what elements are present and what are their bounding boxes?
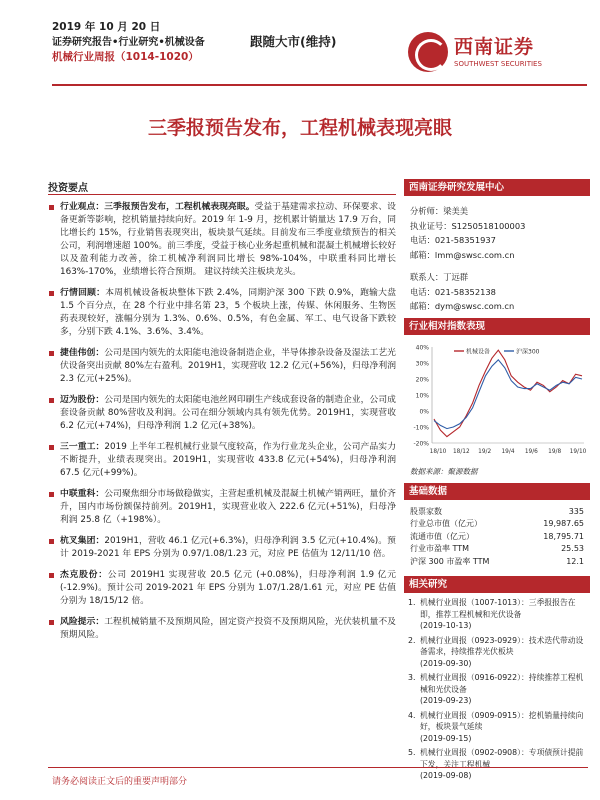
basic-data-key: 流通市值（亿元） bbox=[410, 531, 474, 541]
analyst-phone: 电话：021-58351937 bbox=[410, 235, 496, 245]
basic-data-value: 335 bbox=[568, 506, 584, 516]
basic-data-value: 18,795.71 bbox=[543, 531, 584, 541]
bullet-icon bbox=[49, 445, 54, 450]
key-point-label: 杰克股份： bbox=[60, 570, 108, 580]
related-item[interactable] bbox=[408, 710, 586, 745]
basic-data-table bbox=[404, 506, 590, 569]
basic-data-row bbox=[404, 531, 590, 544]
footer-note: 请务必阅读正文后的重要声明部分 bbox=[52, 777, 188, 787]
y-tick-label: 30% bbox=[415, 360, 429, 367]
logo-en: SOUTHWEST SECURITIES bbox=[454, 60, 542, 68]
key-point-text: 公司是国内领先的太阳能电池设备制造企业，半导体掺杂设备及湿法工艺光伏设备突出贡献 80%左右盈利。2019H1，实现营收 12.2 亿元(+56%)，归母净利润 2.3 亿元(+25%)。 bbox=[60, 348, 396, 384]
analyst-cert: 执业证号：S1250518100003 bbox=[410, 220, 526, 231]
key-point-text: 公司 2019H1 实现营收 20.5 亿元 (+0.08%)，归母净利润 1.9 亿元(-12.9%)。预计公司 2019-2021 年 EPS 分别为 1.07/1.28/1.61 元，对应 PE 估值分别为 18/15/12 倍。 bbox=[60, 570, 396, 606]
related-index: 2. bbox=[408, 635, 416, 645]
x-tick-label: 18/10 bbox=[429, 448, 447, 455]
related-title-text: 机械行业周报（0916-0922）：持续推荐工程机械和光伏设备 bbox=[420, 673, 584, 694]
related-list bbox=[404, 593, 590, 782]
basic-data-value: 25.53 bbox=[561, 544, 584, 553]
page-title: 三季报预告发布，工程机械表现亮眼 bbox=[147, 117, 452, 139]
report-type: 机械行业周报（1014-1020） bbox=[52, 51, 199, 63]
y-tick-label: 40% bbox=[415, 344, 429, 351]
basic-data-row bbox=[404, 506, 590, 519]
related-item[interactable] bbox=[408, 672, 586, 707]
key-point-label: 三一重工： bbox=[60, 442, 105, 452]
basic-data-key: 行业市盈率 TTM bbox=[410, 544, 470, 553]
report-date: 2019 年 10 月 20 日 bbox=[52, 21, 161, 33]
y-tick-label: -10% bbox=[413, 424, 429, 431]
logo-cn: 西南证券 bbox=[454, 36, 535, 58]
key-point-text: 本周机械设备板块整体下跌 2.4%，同期沪深 300 下跌 0.9%，跑输大盘 1.5 个百分点，在 28 个行业中排名第 23，5 个板块上涨，传媒、休闲服务、生物医药表现较好，涨幅分别为 1.3%、0.6%、0.5%，有色金属、军工、电气设备下跌较多，分别下跌 4.1%、3.6%、3.4%。 bbox=[60, 288, 396, 337]
related-date: (2019-10-13) bbox=[420, 621, 472, 630]
bullet-icon bbox=[49, 205, 54, 210]
related-date: (2019-09-08) bbox=[420, 771, 472, 780]
basic-data-title: 基础数据 bbox=[404, 483, 590, 500]
key-point-item bbox=[48, 201, 396, 279]
key-point-item bbox=[48, 347, 396, 386]
basic-data-value: 12.1 bbox=[566, 556, 584, 566]
related-body bbox=[420, 710, 586, 745]
bullet-icon bbox=[49, 573, 54, 578]
key-point-item bbox=[48, 287, 396, 339]
bullet-icon bbox=[49, 351, 54, 356]
key-point-item bbox=[48, 569, 396, 608]
x-tick-label: 19/4 bbox=[501, 448, 515, 455]
header-divider bbox=[52, 84, 587, 86]
bullet-icon bbox=[49, 492, 54, 497]
key-point-text: 受益于基建需求拉动、环保要求、设备更新等影响，挖机销量持续向好。2019 年 1-9 月，挖机累计销量达 17.9 万台，同比增长约 15%，行业销售表现突出，板块景气延续。目前发布三季度业绩预告的相关公司，利润增速超 100%。前三季度，受益于核心业务起重机械和混凝土机械增长较好以及盈利能力改善，徐工机械净利润同比增长 98%-104%，中联重科同比增长 163%-170%，业绩增长符合预期。 建议持续关注板块龙头。 bbox=[60, 202, 396, 277]
y-tick-label: 0% bbox=[419, 408, 429, 415]
related-title-text: 机械行业周报（1007-1013）：三季报报告在即，推荐工程机械和光伏设备 bbox=[420, 598, 576, 619]
legend-label: 沪深300 bbox=[516, 348, 540, 355]
key-point-item bbox=[48, 441, 396, 480]
related-index: 5. bbox=[408, 748, 416, 757]
rating: 跟随大市(维持) bbox=[250, 34, 337, 49]
bullet-icon bbox=[49, 398, 54, 403]
key-point-text: 公司聚焦细分市场做稳做实，主营起重机械及混凝土机械产销两旺，量价齐升，国内市场份额保持前列。2019H1，实现营业收入 222.6 亿元(+51%)，归母净利润 25.8 亿（+198%）。 bbox=[60, 489, 396, 525]
main-content bbox=[48, 194, 396, 650]
x-tick-label: 19/10 bbox=[569, 448, 587, 455]
contact-phone: 电话：021-58352138 bbox=[410, 286, 496, 297]
related-date: (2019-09-15) bbox=[420, 733, 472, 743]
x-tick-label: 19/8 bbox=[548, 448, 562, 455]
related-title-text: 机械行业周报（0902-0908）：专项债预计提前下发，关注工程机械 bbox=[420, 748, 584, 769]
key-point-label: 迈为股份： bbox=[60, 395, 105, 405]
section-underline bbox=[48, 194, 396, 195]
header-meta bbox=[52, 20, 205, 65]
related-body bbox=[420, 672, 586, 707]
related-title-text: 机械行业周报（0923-0929）：技术迭代带动设备需求，持续推荐光伏板块 bbox=[420, 635, 584, 656]
chart-source: 数据来源：聚源数据 bbox=[410, 466, 478, 476]
basic-data-row bbox=[404, 518, 590, 531]
key-point-label: 行业观点：三季报预告发布，工程机械表现亮眼。 bbox=[60, 202, 255, 212]
key-point-label: 中联重科： bbox=[60, 489, 105, 499]
key-point-label: 风险提示： bbox=[60, 617, 105, 627]
bullet-icon bbox=[49, 620, 54, 625]
chart-title: 行业相对指数表现 bbox=[404, 318, 590, 335]
related-body bbox=[420, 597, 586, 632]
analyst-info bbox=[404, 196, 590, 318]
bullet-icon bbox=[49, 539, 54, 544]
related-item[interactable] bbox=[408, 747, 586, 782]
key-point-item bbox=[48, 488, 396, 527]
key-point-item bbox=[48, 616, 396, 642]
basic-data-row bbox=[404, 543, 590, 556]
index-chart-svg bbox=[406, 339, 588, 461]
key-point-item bbox=[48, 394, 396, 433]
basic-data-value: 19,987.65 bbox=[543, 519, 584, 528]
series-line bbox=[434, 359, 582, 428]
related-item[interactable] bbox=[408, 635, 586, 670]
bullet-icon bbox=[49, 291, 54, 296]
x-tick-label: 19/2 bbox=[478, 448, 492, 455]
basic-data-key: 股票家数 bbox=[410, 506, 442, 516]
x-tick-label: 18/12 bbox=[452, 448, 470, 455]
analyst-name: 分析师：梁美美 bbox=[410, 206, 469, 216]
basic-data-key: 沪深 300 市盈率 TTM bbox=[410, 556, 490, 566]
series-line bbox=[434, 350, 582, 436]
key-point-text: 公司是国内领先的太阳能电池丝网印刷生产线成套设备的制造企业，公司成套设备贡献 80%营收及利润。公司在细分领域内具有领先优势。2019H1，实现营收 6.2 亿元(+74%)，归母净利润 1.2 亿元(+38%)。 bbox=[60, 395, 396, 431]
contact-name: 联系人：丁远群 bbox=[410, 272, 469, 282]
logo-emblem-icon bbox=[408, 32, 448, 72]
y-tick-label: -20% bbox=[413, 440, 429, 447]
related-title-text: 机械行业周报（0909-0915）：挖机销量持续向好，板块景气延续 bbox=[420, 710, 584, 731]
related-index: 3. bbox=[408, 673, 416, 682]
basic-data-row bbox=[404, 556, 590, 569]
report-categories: 证券研究报告•行业研究•机械设备 bbox=[52, 37, 205, 48]
y-tick-label: 10% bbox=[415, 392, 429, 399]
x-tick-label: 19/6 bbox=[524, 448, 538, 455]
related-date: (2019-09-30) bbox=[420, 658, 472, 668]
y-tick-label: 20% bbox=[415, 376, 429, 383]
key-point-text: 2019H1，营收 46.1 亿元(+6.3%)，归母净利润 3.5 亿元(+10.4%)。预计 2019-2021 年 EPS 分别为 0.97/1.08/1.23 元，对应 PE 估值为 12/11/10 倍。 bbox=[60, 536, 396, 559]
legend-label: 机械设备 bbox=[466, 348, 491, 355]
key-point-item bbox=[48, 535, 396, 561]
basic-data-key: 行业总市值（亿元） bbox=[410, 519, 482, 528]
related-item[interactable] bbox=[408, 597, 586, 632]
key-point-label: 捷佳伟创： bbox=[60, 348, 105, 358]
key-point-text: 2019 上半年工程机械行业景气度较高，作为行业龙头企业，公司产品实力不断提升，业绩表现突出。2019H1，实现营收 433.8 亿元(+54%)，归母净利润 67.5 亿元(+99%)。 bbox=[60, 442, 396, 478]
company-logo bbox=[408, 30, 558, 74]
key-point-text: 工程机械销量不及预期风险，固定资产投资不及预期风险，光伏装机量不及预期风险。 bbox=[60, 617, 396, 640]
footer-divider bbox=[48, 767, 588, 768]
key-point-label: 杭叉集团： bbox=[60, 536, 105, 546]
related-title: 相关研究 bbox=[404, 576, 590, 593]
sidebar bbox=[404, 179, 590, 785]
related-index: 1. bbox=[408, 598, 416, 607]
research-center-title: 西南证券研究发展中心 bbox=[404, 179, 590, 196]
related-date: (2019-09-23) bbox=[420, 696, 472, 705]
related-body bbox=[420, 747, 586, 782]
contact-email: 邮箱：dym@swsc.com.cn bbox=[410, 301, 515, 311]
key-point-label: 行情回顾： bbox=[60, 288, 106, 298]
index-chart bbox=[404, 335, 590, 464]
analyst-email: 邮箱：lmm@swsc.com.cn bbox=[410, 249, 515, 260]
related-index: 4. bbox=[408, 710, 416, 720]
section-heading: 投资要点 bbox=[48, 183, 88, 194]
related-body bbox=[420, 635, 586, 670]
